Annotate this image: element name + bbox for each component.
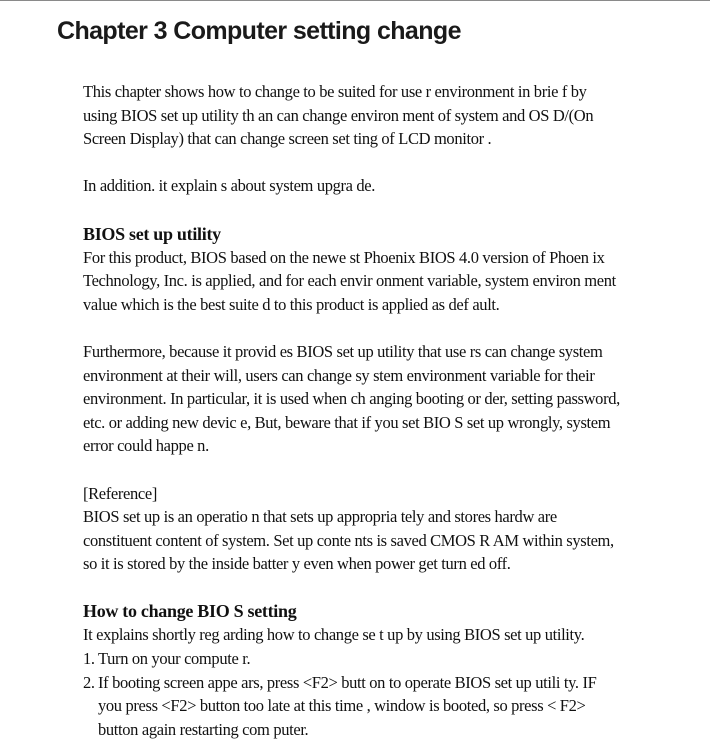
text-line: error could happe n.	[83, 436, 209, 456]
text-line: In addition. it explain s about system upgra de.	[83, 176, 376, 196]
chapter-title: Chapter 3 Computer setting change	[57, 17, 461, 45]
text-line: button again restarting com puter.	[98, 719, 309, 739]
text-line: For this product, BIOS based on the newe st Phoenix BIOS 4.0 version of Phoen ix	[83, 247, 605, 267]
text-line: constituent content of system. Set up conte nts is saved CMOS R AM within system,	[83, 530, 614, 550]
steps-list	[83, 647, 698, 741]
bios-paragraph-1	[83, 246, 698, 317]
addition-paragraph	[83, 174, 698, 198]
howto-intro	[83, 623, 698, 647]
text-line: Screen Display) that can change screen set ting of LCD monitor .	[83, 129, 492, 149]
step-number: 1.	[83, 649, 95, 669]
step-number: 2.	[83, 672, 95, 692]
text-line: so it is stored by the inside batter y even when power get turn ed off.	[83, 554, 511, 574]
document-body	[83, 80, 698, 741]
text-line: value which is the best suite d to this product is applied as def ault.	[83, 294, 500, 314]
text-line: It explains shortly reg arding how to change se t up by using BIOS set up utility.	[83, 625, 585, 645]
text-line: This chapter shows how to change to be suited for use r environment in brie f by	[83, 82, 587, 101]
list-item	[83, 671, 698, 742]
list-item	[83, 647, 698, 671]
reference-label: [Reference]	[83, 483, 158, 503]
bios-paragraph-2	[83, 340, 698, 458]
section-heading-bios: BIOS set up utility	[83, 223, 221, 244]
text-line: Technology, Inc. is applied, and for each envir onment variable, system environ ment	[83, 271, 616, 291]
text-line: using BIOS set up utility th an can change environ ment of system and OS D/(On	[83, 105, 594, 125]
section-heading-howto: How to change BIO S setting	[83, 601, 297, 622]
text-line: If booting screen appe ars, press <F2> butt on to operate BIOS set up utili ty. IF	[98, 672, 597, 692]
text-line: BIOS set up is an operatio n that sets up appropria tely and stores hardw are	[83, 507, 557, 527]
text-line: etc. or adding new devic e, But, beware that if you set BIO S set up wrongly, system	[83, 412, 611, 432]
reference-paragraph	[83, 482, 698, 576]
text-line: environment. In particular, it is used when ch anging booting or der, setting password,	[83, 389, 620, 409]
text-line: Turn on your compute r.	[98, 649, 251, 669]
top-rule	[0, 0, 710, 1]
text-line: environment at their will, users can change sy stem environment variable for their	[83, 365, 595, 385]
text-line: you press <F2> button too late at this time , window is booted, so press < F2>	[98, 696, 586, 716]
text-line: Furthermore, because it provid es BIOS set up utility that use rs can change system	[83, 341, 603, 361]
intro-paragraph	[83, 80, 698, 151]
